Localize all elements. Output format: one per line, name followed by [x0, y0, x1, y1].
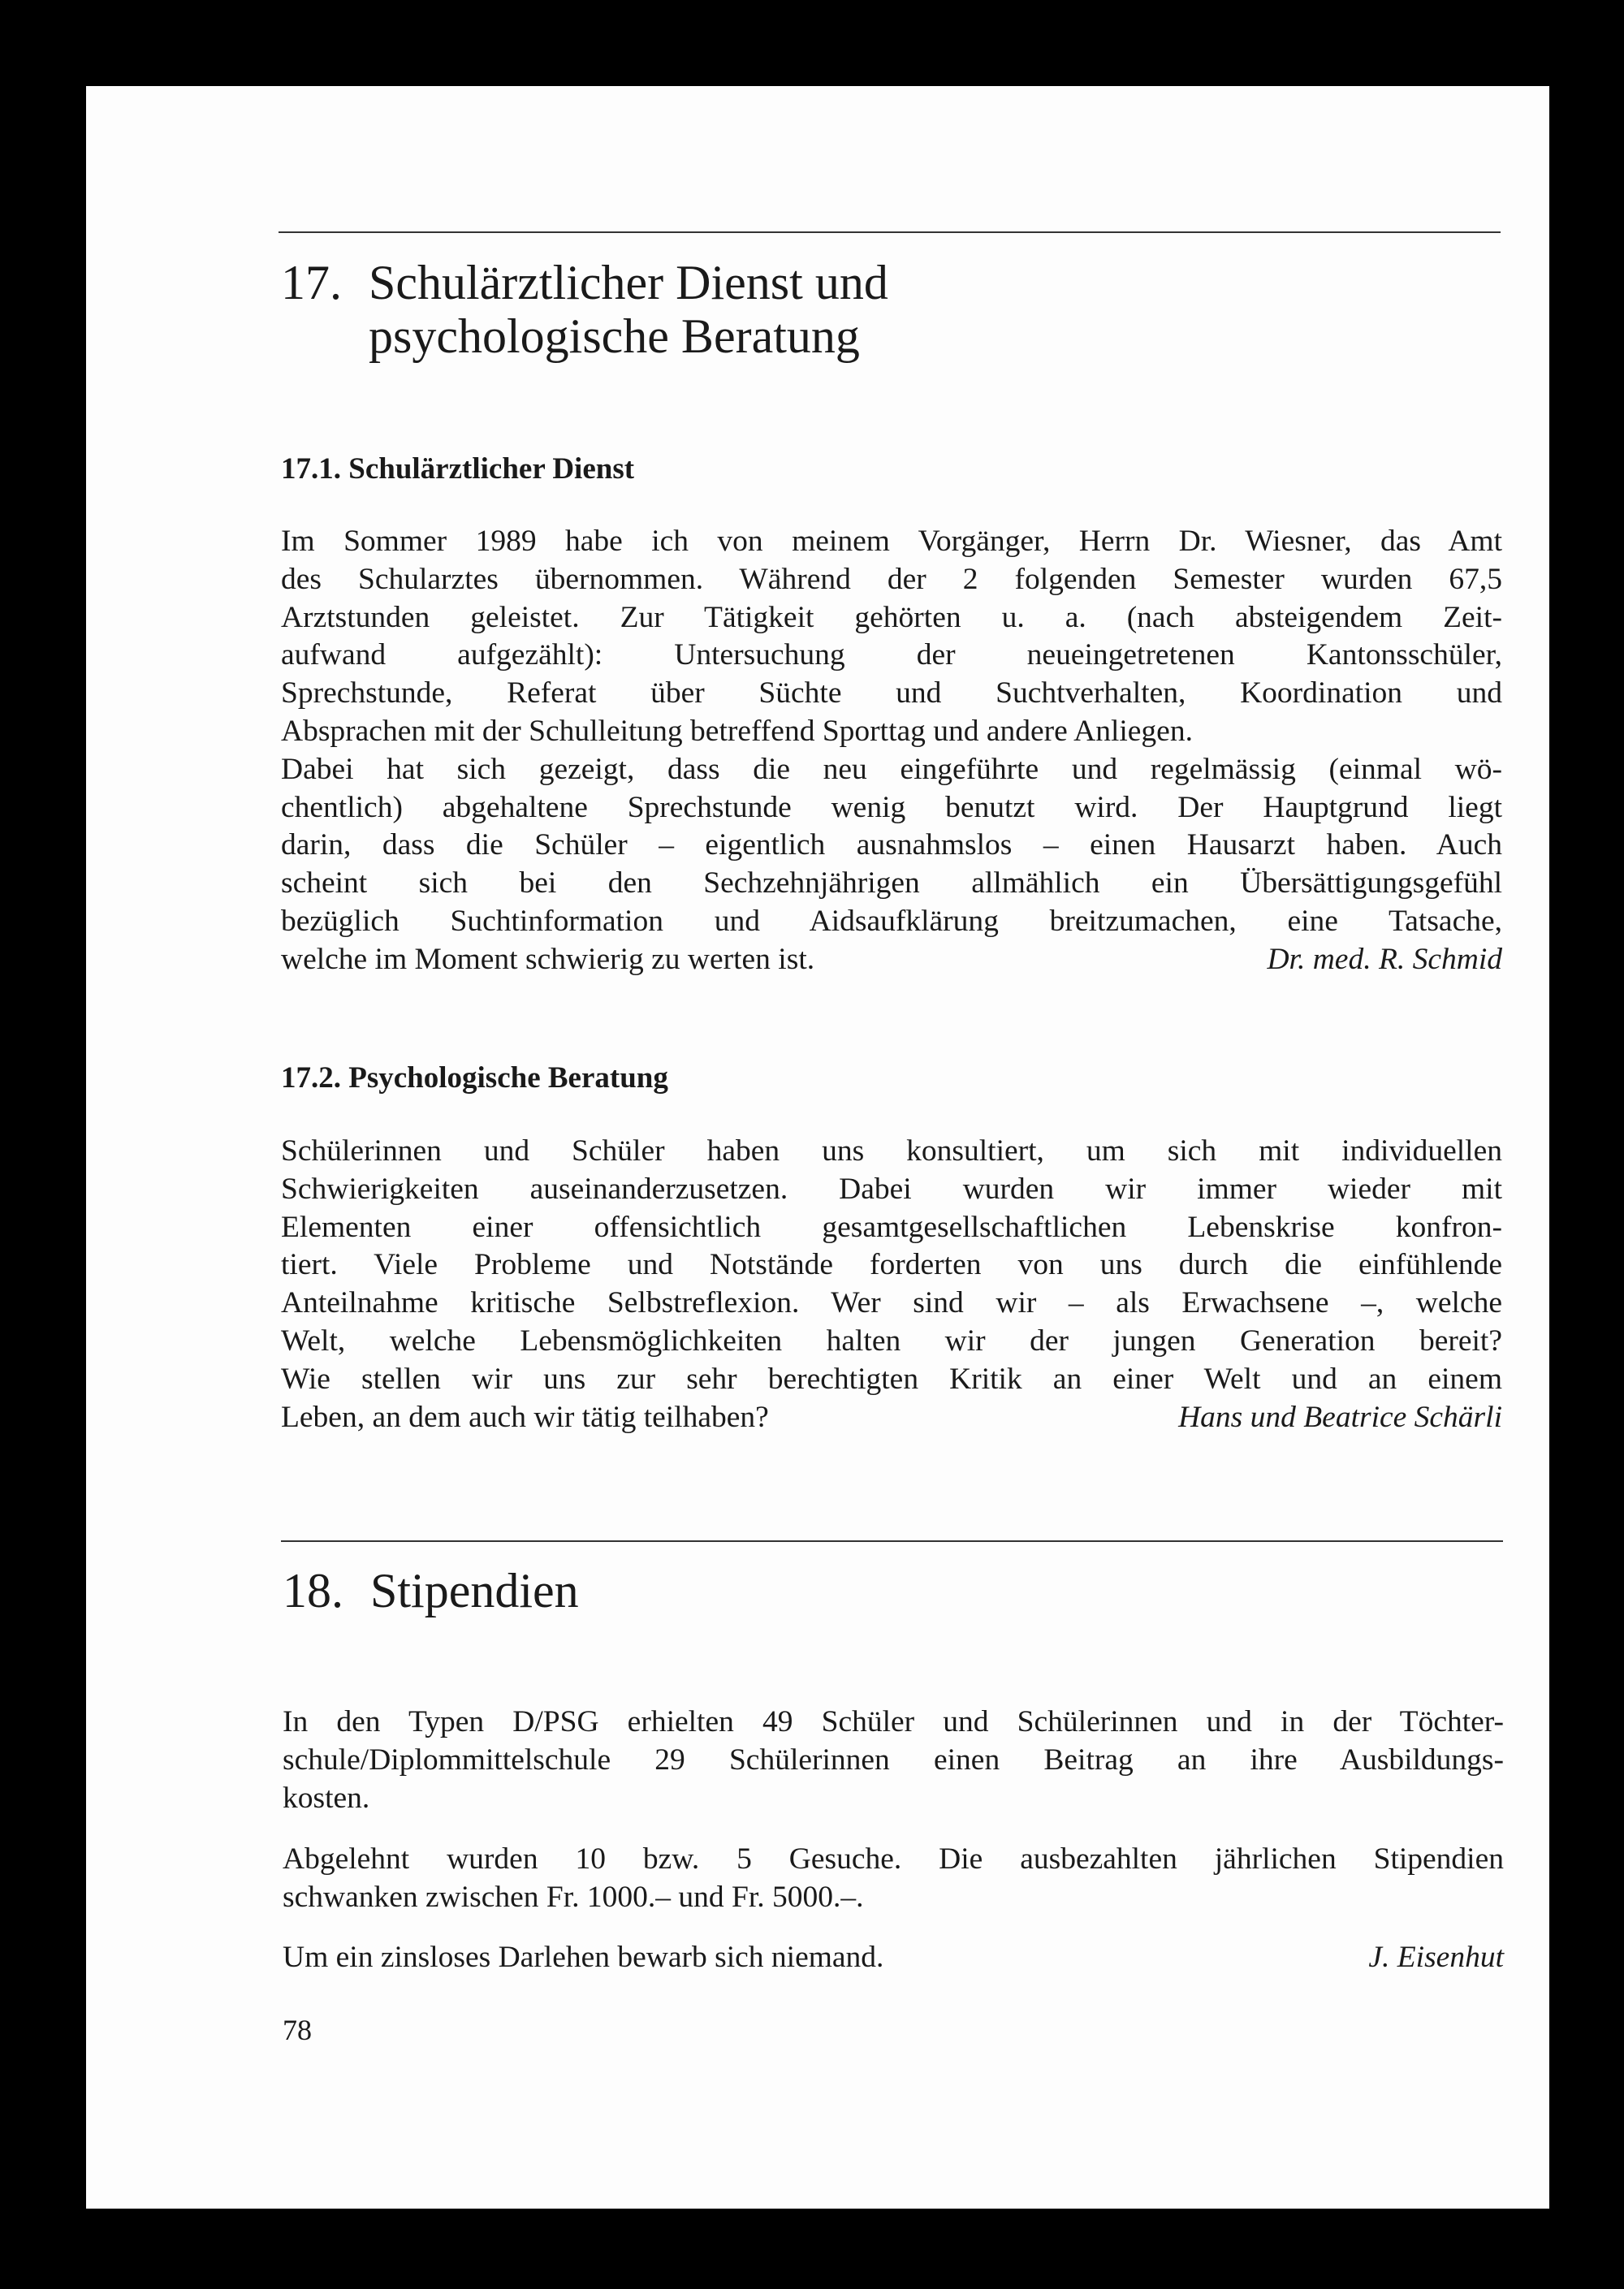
text-line-with-signature [283, 1939, 1504, 1977]
text-line: schwanken zwischen Fr. 1000.– und Fr. 5000.–. [283, 1880, 864, 1914]
chapter-17-title-line-2: psychologische Beratung [369, 309, 860, 363]
text-line: Im Sommer 1989 habe ich von meinem Vorgänger, Herrn Dr. Wiesner, das Amt [281, 525, 1502, 558]
chapter-17-title-line-1: Schulärztlicher Dienst und [369, 256, 888, 309]
section-17-2-heading: 17.2. Psychologische Beratung [281, 1061, 668, 1095]
page-number: 78 [283, 2014, 312, 2046]
chapter-18-paragraph-2 [283, 1841, 1504, 1917]
text-line: Absprachen mit der Schulleitung betreffend Sporttag und andere Anliegen. [281, 714, 1193, 748]
text-line: Arztstunden geleistet. Zur Tätigkeit gehörten u. a. (nach absteigendem Zeit- [281, 600, 1502, 634]
chapter-17-rule [279, 231, 1501, 233]
text-line: des Schularztes übernommen. Während der 2 folgenden Semester wurden 67,5 [281, 562, 1502, 596]
text-line: kosten. [283, 1781, 370, 1815]
signature-eisenhut: J. Eisenhut [1368, 1941, 1504, 1974]
text-line-with-signature [281, 941, 1502, 979]
chapter-18-rule [281, 1540, 1503, 1542]
text-line: Schülerinnen und Schüler haben uns konsultiert, um sich mit individuellen [281, 1134, 1502, 1168]
text-line: Schwierigkeiten auseinanderzusetzen. Dabei wurden wir immer wieder mit [281, 1172, 1502, 1206]
text-line: Elementen einer offensichtlich gesamtgesellschaftlichen Lebenskrise konfron- [281, 1210, 1502, 1244]
document-page [86, 86, 1549, 2209]
text-line: Wie stellen wir uns zur sehr berechtigten Kritik an einer Welt und an einem [281, 1362, 1502, 1396]
chapter-18-paragraph-1 [283, 1704, 1504, 1817]
text-line: scheint sich bei den Sechzehnjährigen allmählich ein Übersättigungsgefühl [281, 866, 1502, 900]
text-line: Abgelehnt wurden 10 bzw. 5 Gesuche. Die ausbezahlten jährlichen Stipendien [283, 1842, 1504, 1876]
chapter-17-number: 17. [281, 256, 342, 309]
text-line: welche im Moment schwierig zu werten ist. [281, 942, 815, 976]
signature-schmid: Dr. med. R. Schmid [1267, 942, 1502, 976]
text-line: Anteilnahme kritische Selbstreflexion. Wer sind wir – als Erwachsene –, welche [281, 1286, 1502, 1320]
text-line: darin, dass die Schüler – eigentlich ausnahmslos – einen Hausarzt haben. Auch [281, 828, 1502, 862]
text-line: Welt, welche Lebensmöglichkeiten halten wir der jungen Generation bereit? [281, 1324, 1502, 1358]
text-line: Sprechstunde, Referat über Süchte und Suchtverhalten, Koordination und [281, 676, 1502, 710]
chapter-18-title: Stipendien [370, 1564, 579, 1617]
text-line: tiert. Viele Probleme und Notstände forderten von uns durch die einfühlende [281, 1248, 1502, 1282]
chapter-18-number: 18. [283, 1564, 343, 1617]
text-line: chentlich) abgehaltene Sprechstunde wenig benutzt wird. Der Hauptgrund liegt [281, 790, 1502, 824]
text-line: aufwand aufgezählt): Untersuchung der neueingetretenen Kantonsschüler, [281, 638, 1502, 672]
section-17-1-heading: 17.1. Schulärztlicher Dienst [281, 452, 635, 486]
text-line: In den Typen D/PSG erhielten 49 Schüler und Schülerinnen und in der Töchter- [283, 1705, 1504, 1738]
chapter-18-paragraph-3 [283, 1939, 1504, 1977]
section-17-2-paragraph [281, 1133, 1502, 1436]
text-line: Dabei hat sich gezeigt, dass die neu eingeführte und regelmässig (einmal wö- [281, 752, 1502, 786]
text-line: Leben, an dem auch wir tätig teilhaben? [281, 1400, 769, 1434]
chapter-18-heading [283, 1564, 1501, 1617]
text-line: schule/Diplommittelschule 29 Schülerinnen einen Beitrag an ihre Ausbildungs- [283, 1743, 1504, 1777]
text-line-with-signature [281, 1399, 1502, 1437]
chapter-17-heading [281, 256, 1499, 363]
signature-schaerli: Hans und Beatrice Schärli [1178, 1400, 1502, 1434]
section-17-1-paragraph [281, 523, 1502, 979]
text-line: Um ein zinsloses Darlehen bewarb sich niemand. [283, 1941, 884, 1974]
text-line: bezüglich Suchtinformation und Aidsaufklärung breitzumachen, eine Tatsache, [281, 904, 1502, 938]
